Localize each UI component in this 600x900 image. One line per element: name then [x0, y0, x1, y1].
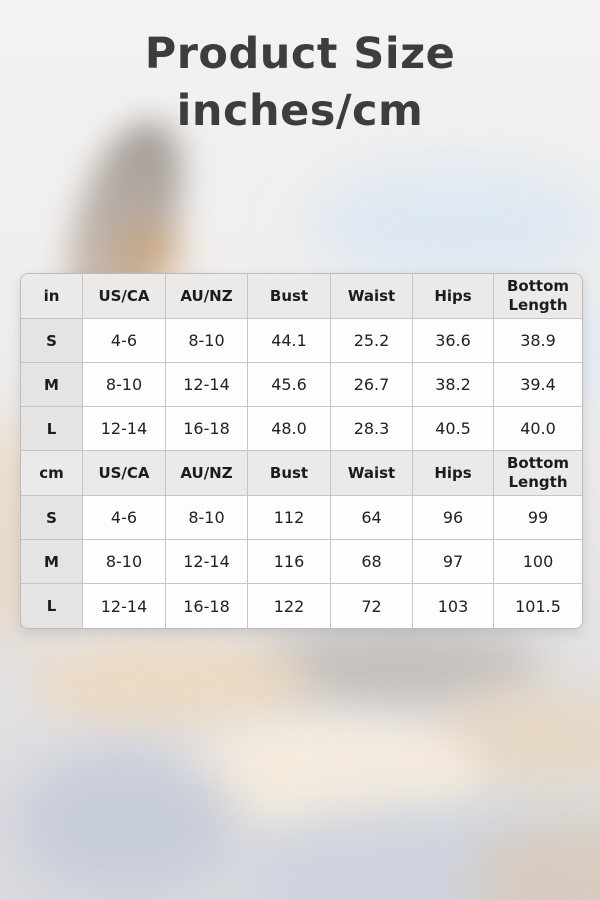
value-cell: 12-14 [166, 363, 248, 407]
value-cell: 12-14 [83, 407, 166, 451]
table-row [21, 407, 582, 451]
value-cell: 16-18 [166, 584, 248, 628]
column-header: US/CA [83, 451, 166, 496]
value-cell: 38.9 [494, 319, 582, 363]
value-cell: 116 [248, 540, 331, 584]
value-cell: 26.7 [331, 363, 413, 407]
table-row [21, 584, 582, 628]
value-cell: 100 [494, 540, 582, 584]
title-line-1: Product Size [144, 29, 456, 79]
cloud-blob [28, 638, 313, 730]
value-cell: 45.6 [248, 363, 331, 407]
value-cell: 44.1 [248, 319, 331, 363]
value-cell: 38.2 [413, 363, 494, 407]
value-cell: 8-10 [166, 496, 248, 540]
value-cell: 25.2 [331, 319, 413, 363]
value-cell: 101.5 [494, 584, 582, 628]
value-cell: 4-6 [83, 319, 166, 363]
table-row [21, 540, 582, 584]
value-cell: 64 [331, 496, 413, 540]
column-header: AU/NZ [166, 451, 248, 496]
value-cell: 8-10 [83, 540, 166, 584]
column-header: US/CA [83, 274, 166, 319]
cloud-blob [14, 748, 239, 893]
size-label-cell: S [21, 496, 83, 540]
table-row [21, 319, 582, 363]
value-cell: 112 [248, 496, 331, 540]
column-header: Bust [248, 274, 331, 319]
value-cell: 48.0 [248, 407, 331, 451]
size-table-header-row [21, 451, 582, 496]
column-header: Bottom Length [494, 274, 582, 319]
size-label-cell: L [21, 584, 83, 628]
value-cell: 40.5 [413, 407, 494, 451]
table-row [21, 496, 582, 540]
value-cell: 39.4 [494, 363, 582, 407]
value-cell: 122 [248, 584, 331, 628]
column-header: Waist [331, 451, 413, 496]
value-cell: 103 [413, 584, 494, 628]
size-label-cell: M [21, 540, 83, 584]
value-cell: 36.6 [413, 319, 494, 363]
column-header: Bust [248, 451, 331, 496]
size-table-header-row [21, 274, 582, 319]
value-cell: 68 [331, 540, 413, 584]
column-header: cm [21, 451, 83, 496]
value-cell: 8-10 [166, 319, 248, 363]
value-cell: 97 [413, 540, 494, 584]
column-header: Hips [413, 274, 494, 319]
value-cell: 12-14 [83, 584, 166, 628]
column-header: AU/NZ [166, 274, 248, 319]
value-cell: 8-10 [83, 363, 166, 407]
value-cell: 72 [331, 584, 413, 628]
size-table [20, 273, 583, 629]
size-label-cell: S [21, 319, 83, 363]
value-cell: 12-14 [166, 540, 248, 584]
column-header: in [21, 274, 83, 319]
column-header: Waist [331, 274, 413, 319]
size-label-cell: L [21, 407, 83, 451]
column-header: Bottom Length [494, 451, 582, 496]
value-cell: 40.0 [494, 407, 582, 451]
value-cell: 96 [413, 496, 494, 540]
value-cell: 16-18 [166, 407, 248, 451]
size-label-cell: M [21, 363, 83, 407]
value-cell: 4-6 [83, 496, 166, 540]
page-title [0, 26, 600, 140]
title-line-2: inches/cm [176, 86, 424, 136]
table-row [21, 363, 582, 407]
value-cell: 28.3 [331, 407, 413, 451]
value-cell: 99 [494, 496, 582, 540]
column-header: Hips [413, 451, 494, 496]
